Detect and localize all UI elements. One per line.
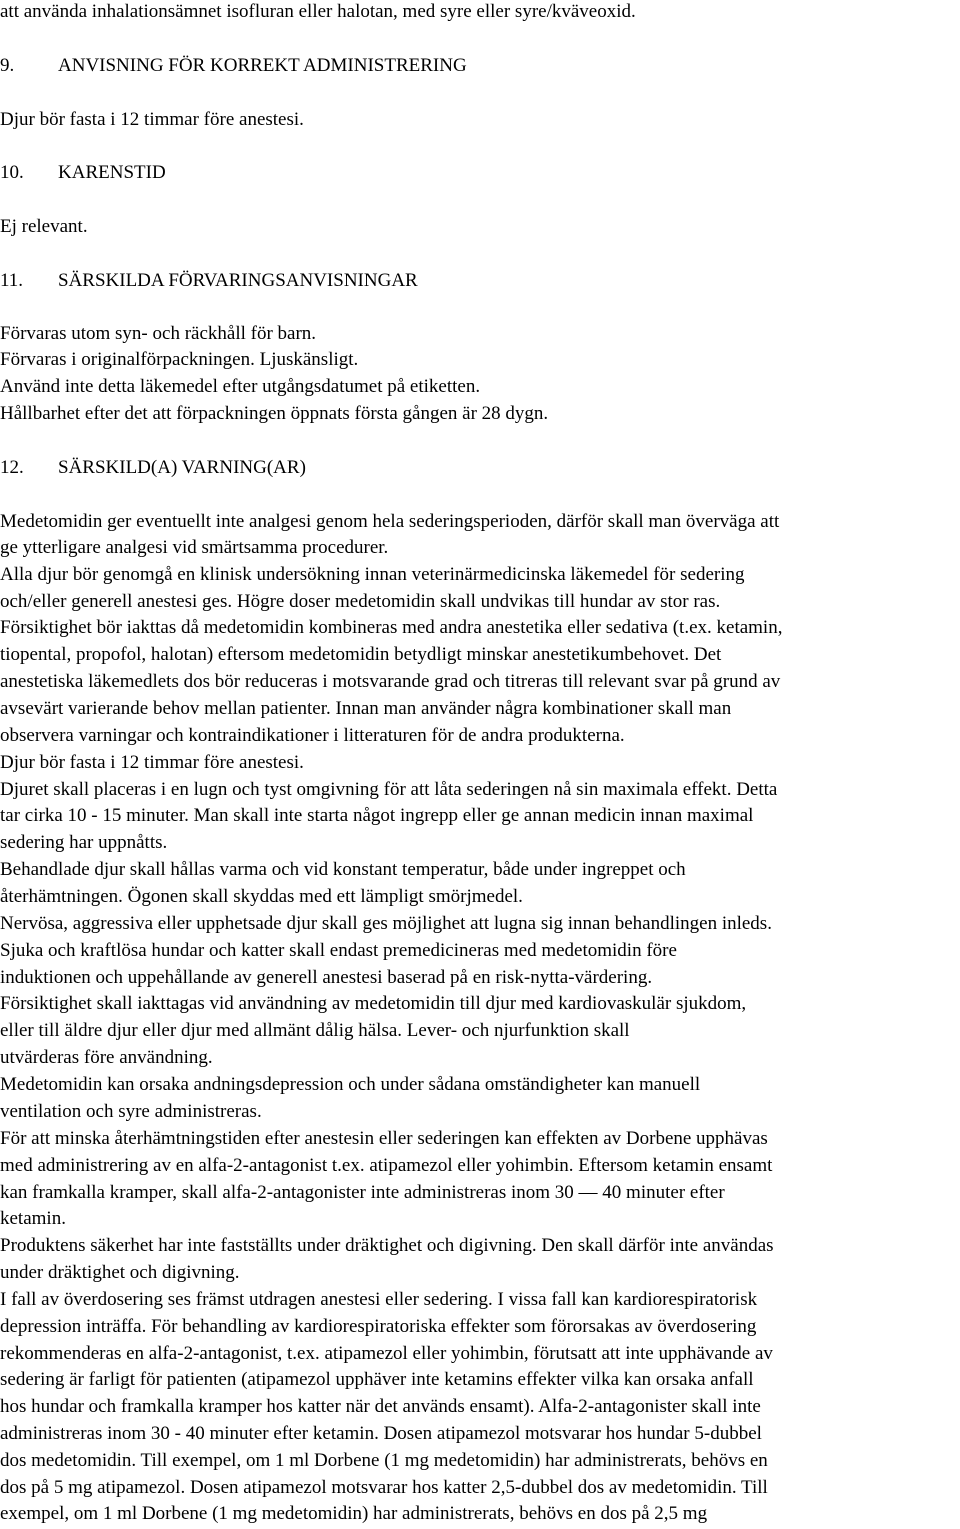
section-12-line: sedering har uppnåtts. xyxy=(0,832,168,853)
section-12-line: Försiktighet skall iakttagas vid användning av medetomidin till djur med kardiovaskulär sjukdom, xyxy=(0,993,747,1014)
section-12-line: Sjuka och kraftlösa hundar och katter skall endast premedicineras med medetomidin före xyxy=(0,940,677,961)
section-12-line: Alla djur bör genomgå en klinisk undersökning innan veterinärmedicinska läkemedel för sedering xyxy=(0,564,745,585)
section-12-line: För att minska återhämtningstiden efter anestesin eller sederingen kan effekten av Dorbene upphävas xyxy=(0,1128,768,1149)
section-12-line: Försiktighet bör iakttas då medetomidin kombineras med andra anestetika eller sedativa (t.ex. ketamin, xyxy=(0,617,783,638)
section-12-line: dos på 5 mg atipamezol. Dosen atipamezol motsvarar hos katter 2,5-dubbel dos av medetomidin. Till xyxy=(0,1477,768,1498)
section-12-line: sedering är farligt för patienten (atipamezol upphäver inte ketamins effekter vilka kan orsaka anfall xyxy=(0,1369,754,1390)
section-12-heading xyxy=(0,454,306,481)
section-12-line: hos hundar och framkalla kramper hos katter när det används ensamt). Alfa-2-antagonister skall inte xyxy=(0,1396,761,1417)
section-12-line: kan framkalla kramper, skall alfa-2-antagonister inte administreras inom 30 — 40 minuter efter xyxy=(0,1182,725,1203)
section-12-line: ventilation och syre administreras. xyxy=(0,1101,262,1122)
section-9-title: ANVISNING FÖR KORREKT ADMINISTRERING xyxy=(58,55,467,76)
section-9-number: 9. xyxy=(0,55,15,76)
section-12-line: Medetomidin kan orsaka andningsdepression och under sådana omständigheter kan manuell xyxy=(0,1074,701,1095)
section-12-line: dos medetomidin. Till exempel, om 1 ml Dorbene (1 mg medetomidin) har administrerats, behövs en xyxy=(0,1450,768,1471)
section-12-line: ge ytterligare analgesi vid smärtsamma procedurer. xyxy=(0,537,389,558)
section-10-heading xyxy=(0,159,166,186)
section-12-line: Produktens säkerhet har inte fastställts under dräktighet och digivning. Den skall därför inte användas xyxy=(0,1235,774,1256)
section-11-line: Hållbarhet efter det att förpackningen öppnats första gången är 28 dygn. xyxy=(0,403,549,424)
section-12-line: under dräktighet och digivning. xyxy=(0,1262,240,1283)
section-11-line: Förvaras i originalförpackningen. Ljuskänsligt. xyxy=(0,349,359,370)
section-12-line: och/eller generell anestesi ges. Högre doser medetomidin skall undvikas till hundar av stor ras. xyxy=(0,591,721,612)
section-12-line: med administrering av en alfa-2-antagonist t.ex. atipamezol eller yohimbin. Eftersom ketamin ensamt xyxy=(0,1155,773,1176)
section-10-line: Ej relevant. xyxy=(0,216,88,237)
section-12-line: Medetomidin ger eventuellt inte analgesi genom hela sederingsperioden, därför skall man överväga att xyxy=(0,511,780,532)
section-10-title: KARENSTID xyxy=(58,162,166,183)
section-12-line: observera varningar och kontraindikationer i litteraturen för de andra produkterna. xyxy=(0,725,625,746)
section-11-line: Förvaras utom syn- och räckhåll för barn. xyxy=(0,323,317,344)
section-12-line: eller till äldre djur eller djur med allmänt dålig hälsa. Lever- och njurfunktion skall xyxy=(0,1020,630,1041)
section-11-number: 11. xyxy=(0,270,24,291)
section-9-line: Djur bör fasta i 12 timmar före anestesi. xyxy=(0,109,304,130)
section-12-line: tiopental, propofol, halotan) eftersom medetomidin betydligt minskar anestetikumbehovet. Det xyxy=(0,644,722,665)
section-12-number: 12. xyxy=(0,457,24,478)
section-12-line: tar cirka 10 - 15 minuter. Man skall inte starta något ingrepp eller ge annan medicin innan maximal xyxy=(0,805,754,826)
section-9-heading xyxy=(0,52,467,79)
section-11-heading xyxy=(0,267,418,294)
section-10-number: 10. xyxy=(0,162,24,183)
section-12-line: anestetiska läkemedlets dos bör reduceras i motsvarande grad och titreras till relevant svar på grund av xyxy=(0,671,781,692)
section-12-title: SÄRSKILD(A) VARNING(AR) xyxy=(58,457,306,478)
section-12-line: Djur bör fasta i 12 timmar före anestesi. xyxy=(0,752,304,773)
section-12-line: administreras inom 30 - 40 minuter efter ketamin. Dosen atipamezol motsvarar hos hundar 5-dubbel xyxy=(0,1423,762,1444)
section-12-line: avsevärt varierande behov mellan patienter. Innan man använder några kombinationer skall man xyxy=(0,698,732,719)
section-11-title: SÄRSKILDA FÖRVARINGSANVISNINGAR xyxy=(58,270,418,291)
section-12-line: återhämtningen. Ögonen skall skyddas med ett lämpligt smörjmedel. xyxy=(0,886,523,907)
section-12-line: induktionen och uppehållande av generell anestesi baserad på en risk-nytta-värdering. xyxy=(0,967,653,988)
section-12-line: rekommenderas en alfa-2-antagonist, t.ex. atipamezol eller yohimbin, förutsatt att inte upphävande av xyxy=(0,1343,773,1364)
section-12-line: depression inträffa. För behandling av kardiorespiratoriska effekter som förorsakas av överdosering xyxy=(0,1316,757,1337)
section-12-line: I fall av överdosering ses främst utdragen anestesi eller sedering. I vissa fall kan kardiorespiratorisk xyxy=(0,1289,758,1310)
section-12-line: Nervösa, aggressiva eller upphetsade djur skall ges möjlighet att lugna sig innan behandlingen inleds. xyxy=(0,913,772,934)
section-12-line: utvärderas före användning. xyxy=(0,1047,213,1068)
section-12-line: ketamin. xyxy=(0,1208,66,1229)
section-12-line: exempel, om 1 ml Dorbene (1 mg medetomidin) har administrerats, behövs en dos på 2,5 mg xyxy=(0,1503,708,1524)
intro-line: att använda inhalationsämnet isofluran eller halotan, med syre eller syre/kväveoxid. xyxy=(0,1,636,22)
section-11-line: Använd inte detta läkemedel efter utgångsdatumet på etiketten. xyxy=(0,376,481,397)
section-12-line: Behandlade djur skall hållas varma och vid konstant temperatur, både under ingreppet och xyxy=(0,859,686,880)
section-12-line: Djuret skall placeras i en lugn och tyst omgivning för att låta sederingen nå sin maximala effekt. Detta xyxy=(0,779,778,800)
